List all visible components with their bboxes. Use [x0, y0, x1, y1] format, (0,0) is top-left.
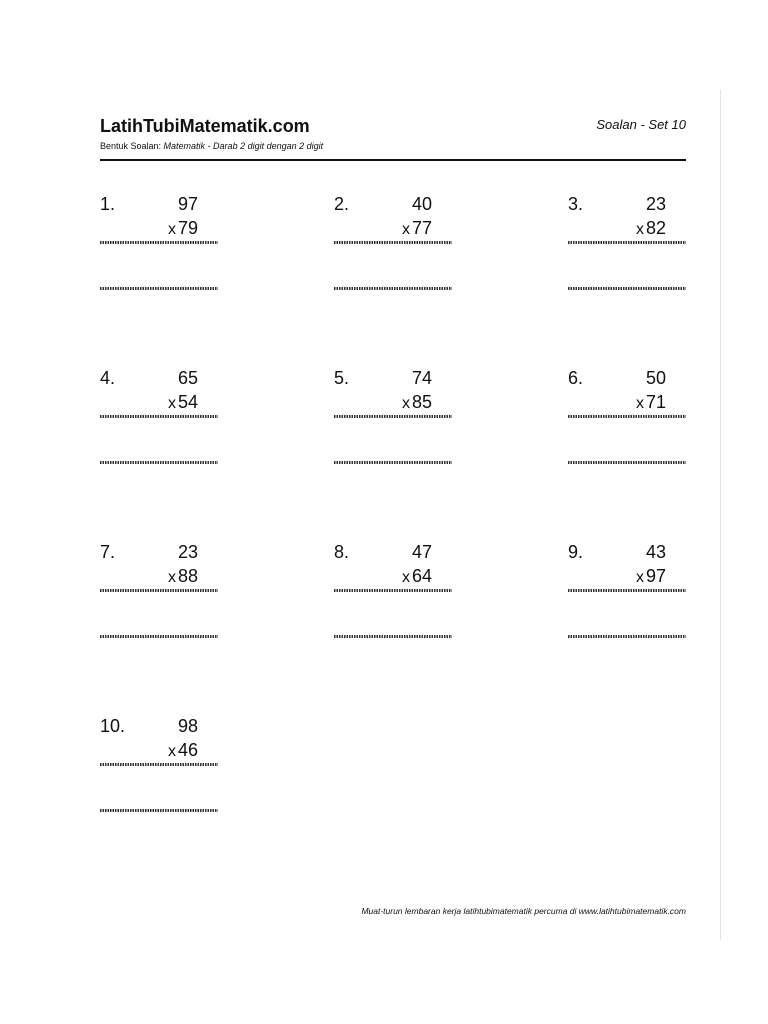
multiply-sign: x [167, 221, 176, 238]
answer-line[interactable] [100, 763, 218, 766]
multiplier: 71 [645, 392, 666, 412]
problem-number: 9. [568, 542, 584, 562]
answer-line[interactable] [568, 287, 686, 290]
multiplier: 88 [177, 566, 198, 586]
problem-7 [100, 542, 220, 652]
multiply-sign: x [167, 743, 176, 760]
problem-4 [100, 368, 220, 478]
problem-number: 6. [568, 368, 584, 388]
multiplicand: 50 [645, 368, 666, 388]
problem-number: 5. [334, 368, 350, 388]
answer-line[interactable] [568, 241, 686, 244]
multiplier-row [402, 566, 432, 587]
answer-line[interactable] [334, 635, 452, 638]
multiplicand: 65 [177, 368, 198, 388]
problem-number: 1. [100, 194, 116, 214]
problem-3 [568, 194, 688, 304]
multiplicand: 40 [411, 194, 432, 214]
multiplier-row [402, 218, 432, 239]
multiply-sign: x [635, 569, 644, 586]
multiplicand: 98 [177, 716, 198, 736]
problem-10 [100, 716, 220, 826]
answer-line[interactable] [100, 589, 218, 592]
multiplicand: 23 [177, 542, 198, 562]
multiplicand: 74 [411, 368, 432, 388]
footer-note: Muat-turun lembaran kerja latihtubimatematik percuma di www.latihtubimatematik.com [361, 906, 686, 916]
answer-line[interactable] [100, 461, 218, 464]
multiplier-row [168, 566, 198, 587]
answer-line[interactable] [334, 589, 452, 592]
multiplier-row [636, 218, 666, 239]
problem-number: 2. [334, 194, 350, 214]
answer-line[interactable] [568, 589, 686, 592]
multiply-sign: x [167, 395, 176, 412]
multiplicand: 97 [177, 194, 198, 214]
problem-1 [100, 194, 220, 304]
answer-line[interactable] [334, 461, 452, 464]
answer-line[interactable] [568, 635, 686, 638]
answer-line[interactable] [568, 415, 686, 418]
problem-number: 10. [100, 716, 126, 736]
answer-line[interactable] [334, 287, 452, 290]
multiplier: 85 [411, 392, 432, 412]
multiplicand: 23 [645, 194, 666, 214]
multiplier-row [168, 392, 198, 413]
answer-line[interactable] [334, 241, 452, 244]
multiplier: 97 [645, 566, 666, 586]
header-divider [100, 159, 686, 161]
question-type-prefix: Bentuk Soalan: [100, 141, 164, 151]
site-title: LatihTubiMatematik.com [100, 116, 310, 136]
answer-line[interactable] [100, 635, 218, 638]
multiply-sign: x [401, 395, 410, 412]
problem-2 [334, 194, 454, 304]
answer-line[interactable] [100, 241, 218, 244]
multiplier: 46 [177, 740, 198, 760]
problem-6 [568, 368, 688, 478]
multiply-sign: x [167, 569, 176, 586]
problem-number: 3. [568, 194, 584, 214]
multiply-sign: x [635, 395, 644, 412]
multiplicand: 47 [411, 542, 432, 562]
problem-number: 7. [100, 542, 116, 562]
multiplicand: 43 [645, 542, 666, 562]
answer-line[interactable] [100, 287, 218, 290]
answer-line[interactable] [100, 415, 218, 418]
page-edge [720, 90, 721, 940]
multiplier: 77 [411, 218, 432, 238]
multiplier-row [168, 218, 198, 239]
multiply-sign: x [401, 221, 410, 238]
multiplier: 82 [645, 218, 666, 238]
answer-line[interactable] [100, 809, 218, 812]
answer-line[interactable] [568, 461, 686, 464]
problem-number: 8. [334, 542, 350, 562]
set-label: Soalan - Set 10 [596, 117, 686, 132]
problem-number: 4. [100, 368, 116, 388]
problem-5 [334, 368, 454, 478]
multiplier: 79 [177, 218, 198, 238]
multiply-sign: x [401, 569, 410, 586]
multiplier-row [402, 392, 432, 413]
multiplier: 54 [177, 392, 198, 412]
question-type [100, 141, 323, 151]
multiplier-row [636, 392, 666, 413]
multiply-sign: x [635, 221, 644, 238]
multiplier-row [636, 566, 666, 587]
problem-9 [568, 542, 688, 652]
multiplier-row [168, 740, 198, 761]
answer-line[interactable] [334, 415, 452, 418]
problem-8 [334, 542, 454, 652]
multiplier: 64 [411, 566, 432, 586]
question-type-topic: Matematik - Darab 2 digit dengan 2 digit [163, 141, 324, 151]
